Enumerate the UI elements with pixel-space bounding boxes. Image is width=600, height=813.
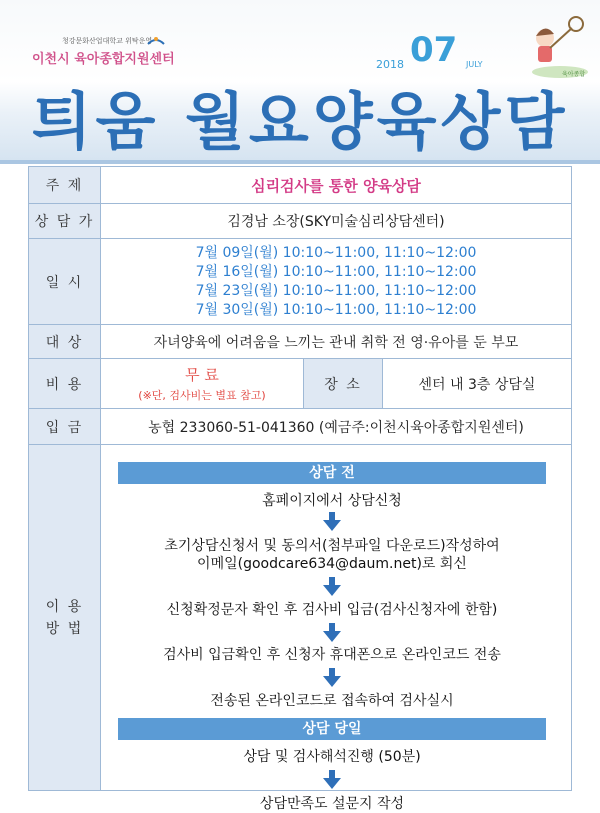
svg-text:육아종합: 육아종합 xyxy=(562,71,586,78)
flow-step: 상담만족도 설문지 작성 xyxy=(259,796,405,812)
page-title: 틔움 월요양육상담 xyxy=(31,85,569,158)
usage-label xyxy=(29,445,101,791)
flow-step: 이메일(goodcare634@daum.net)로 회신 xyxy=(197,556,467,572)
target-label: 대 상 xyxy=(29,325,101,359)
counselor-label: 상 담 가 xyxy=(29,204,101,239)
before-counsel-header: 상담 전 xyxy=(118,462,546,484)
arrow-down-icon xyxy=(323,520,341,531)
topic-value: 심리검사를 통한 양육상담 xyxy=(251,176,421,195)
schedule-item: 7월 23일(월) 10:10~11:00, 11:10~12:00 xyxy=(195,282,477,299)
flow-step: 전송된 온라인코드로 접속하여 검사실시 xyxy=(210,693,454,709)
place-value: 센터 내 3층 상담실 xyxy=(383,359,572,409)
usage-label-line: 이 용 xyxy=(45,598,84,615)
arrow-down-icon xyxy=(323,585,341,596)
cost-value: 무 료 xyxy=(185,366,219,384)
schedule-item: 7월 16일(월) 10:10~11:00, 11:10~12:00 xyxy=(195,263,477,280)
usage-label-line: 방 법 xyxy=(45,620,84,637)
cost-note: (※단, 검사비는 별표 참고) xyxy=(138,389,266,402)
schedule-label: 일 시 xyxy=(29,239,101,325)
flow-step: 초기상담신청서 및 동의서(첨부파일 다운로드)작성하여 xyxy=(164,538,500,554)
schedule-item: 7월 09일(월) 10:10~11:00, 11:10~12:00 xyxy=(195,244,477,261)
arrow-down-icon xyxy=(323,631,341,642)
arrow-down-icon xyxy=(323,676,341,687)
org-logo-text: 이천시 육아종합지원센터 xyxy=(32,52,175,67)
schedule-item: 7월 30일(월) 10:10~11:00, 11:10~12:00 xyxy=(195,301,477,318)
counselor-value: 김경남 소장(SKY미술심리상담센터) xyxy=(101,204,572,239)
place-label: 장 소 xyxy=(304,359,383,409)
arrow-down-icon xyxy=(323,778,341,789)
deposit-value: 농협 233060-51-041360 (예금주:이천시육아종합지원센터) xyxy=(101,409,572,445)
flow-step: 신청확정문자 확인 후 검사비 입금(검사신청자에 한함) xyxy=(166,602,498,618)
logo-mark-icon xyxy=(147,36,165,46)
org-subtitle: 청강문화산업대학교 위탁운영 xyxy=(62,37,153,45)
header-banner xyxy=(0,0,600,82)
cost-label: 비 용 xyxy=(29,359,101,409)
date-month-name: JULY xyxy=(466,60,483,69)
schedule-list xyxy=(101,239,572,325)
deposit-label: 입 금 xyxy=(29,409,101,445)
day-counsel-header: 상담 당일 xyxy=(118,718,546,740)
date-month: 07 xyxy=(410,30,458,70)
flow-step: 상담 및 검사해석진행 (50분) xyxy=(243,749,421,765)
date-year: 2018 xyxy=(376,58,404,71)
usage-flowchart xyxy=(118,462,546,813)
child-illustration-icon xyxy=(490,14,590,80)
flow-step: 검사비 입금확인 후 신청자 휴대폰으로 온라인코드 전송 xyxy=(163,647,501,663)
flow-step: 홈페이지에서 상담신청 xyxy=(262,493,402,509)
topic-label: 주 제 xyxy=(29,167,101,204)
target-value: 자녀양육에 어려움을 느끼는 관내 취학 전 영·유아를 둔 부모 xyxy=(101,325,572,359)
